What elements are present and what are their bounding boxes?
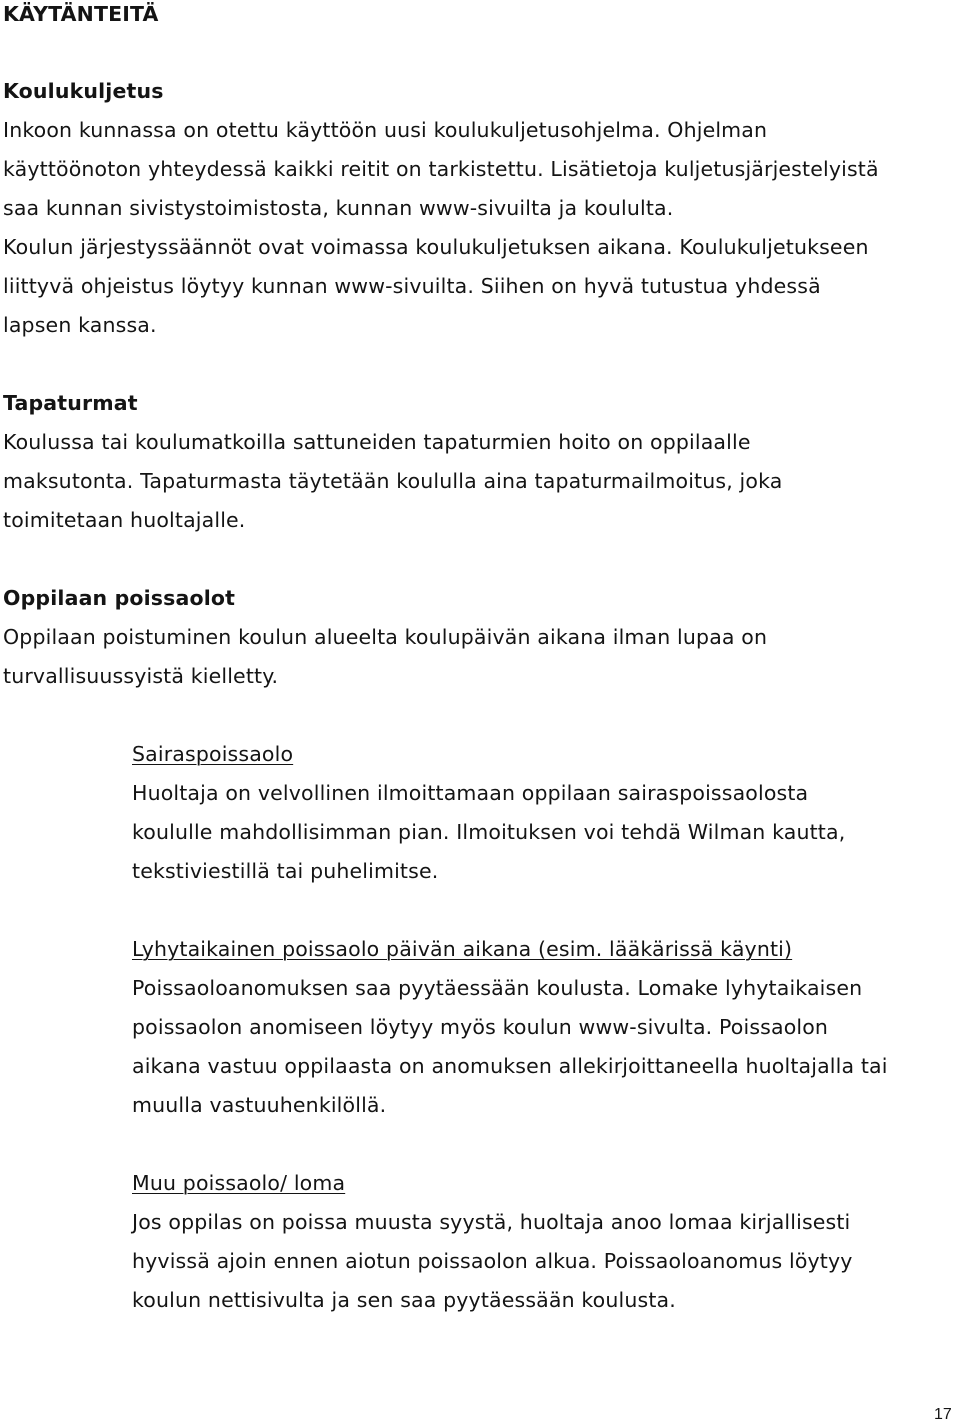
paragraph-line: koululle mahdollisimman pian. Ilmoituksen voi tehdä Wilman kautta, [132, 820, 846, 844]
paragraph-line: Poissaoloanomuksen saa pyytäessään koulusta. Lomake lyhytaikaisen [132, 976, 863, 1000]
paragraph-line: toimitetaan huoltajalle. [3, 508, 246, 532]
paragraph-line: hyvissä ajoin ennen aiotun poissaolon alkua. Poissaoloanomus löytyy [132, 1249, 853, 1273]
paragraph-line: liittyvä ohjeistus löytyy kunnan www-sivuilta. Siihen on hyvä tutustua yhdessä [3, 274, 821, 298]
page-number: 17 [934, 1406, 952, 1423]
subsection-title-lyhytaikainen: Lyhytaikainen poissaolo päivän aikana (esim. lääkärissä käynti) [132, 937, 793, 961]
section-title-tapaturmat: Tapaturmat [3, 391, 138, 415]
page-heading: KÄYTÄNTEITÄ [3, 2, 159, 26]
paragraph-line: Huoltaja on velvollinen ilmoittamaan oppilaan sairaspoissaolosta [132, 781, 809, 805]
paragraph-line: maksutonta. Tapaturmasta täytetään koululla aina tapaturmailmoitus, joka [3, 469, 783, 493]
paragraph-line: Oppilaan poistuminen koulun alueelta koulupäivän aikana ilman lupaa on [3, 625, 768, 649]
paragraph-line: saa kunnan sivistystoimistosta, kunnan www-sivuilta ja koululta. [3, 196, 674, 220]
paragraph-line: koulun nettisivulta ja sen saa pyytäessään koulusta. [132, 1288, 676, 1312]
paragraph-line: Jos oppilas on poissa muusta syystä, huoltaja anoo lomaa kirjallisesti [132, 1210, 851, 1234]
paragraph-line: muulla vastuuhenkilöllä. [132, 1093, 387, 1117]
section-title-poissaolot: Oppilaan poissaolot [3, 586, 236, 610]
paragraph-line: Koulun järjestyssäännöt ovat voimassa koulukuljetuksen aikana. Koulukuljetukseen [3, 235, 869, 259]
subsection-title-sairaspoissaolo: Sairaspoissaolo [132, 742, 294, 766]
subsection-title-muu-poissaolo: Muu poissaolo/ loma [132, 1171, 346, 1195]
paragraph-line: turvallisuussyistä kielletty. [3, 664, 279, 688]
paragraph-line: poissaolon anomiseen löytyy myös koulun www-sivulta. Poissaolon [132, 1015, 829, 1039]
paragraph-line: Koulussa tai koulumatkoilla sattuneiden tapaturmien hoito on oppilaalle [3, 430, 751, 454]
paragraph-line: Inkoon kunnassa on otettu käyttöön uusi koulukuljetusohjelma. Ohjelman [3, 118, 768, 142]
paragraph-line: käyttöönoton yhteydessä kaikki reitit on tarkistettu. Lisätietoja kuljetusjärjestelyistä [3, 157, 879, 181]
paragraph-line: lapsen kanssa. [3, 313, 157, 337]
paragraph-line: tekstiviestillä tai puhelimitse. [132, 859, 439, 883]
paragraph-line: aikana vastuu oppilaasta on anomuksen allekirjoittaneella huoltajalla tai [132, 1054, 888, 1078]
section-title-koulukuljetus: Koulukuljetus [3, 79, 164, 103]
